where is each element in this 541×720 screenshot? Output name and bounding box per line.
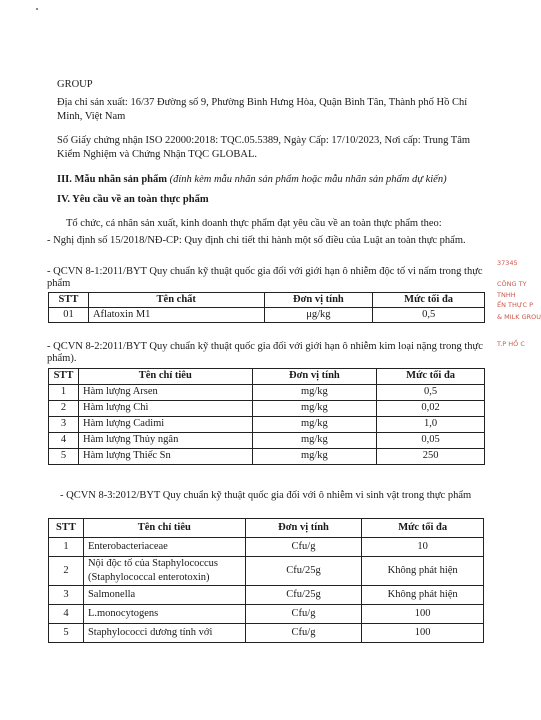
cell-stt: 5 <box>49 624 84 643</box>
iso-certificate: Số Giấy chứng nhận ISO 22000:2018: TQC.05.5389, Ngày Cấp: 17/10/2023, Nơi cấp: Trung Tâm Kiểm Nghiệm và Chứng Nhận TQC GLOBAL. <box>57 135 471 161</box>
cell-unit: Cfu/g <box>245 605 362 624</box>
section3-heading: III. Mẫu nhãn sản phẩm <box>57 174 168 185</box>
cell-stt: 4 <box>49 605 84 624</box>
table-header-row <box>49 369 485 385</box>
column-header: Tên chỉ tiêu <box>83 519 245 538</box>
stamp-text: T.P HỒ C <box>497 340 525 348</box>
column-header: Tên chất <box>88 293 264 308</box>
column-header: Đơn vị tính <box>264 293 373 308</box>
cell-unit: mg/kg <box>252 401 377 417</box>
table-row <box>49 538 484 557</box>
cell-stt: 3 <box>49 586 84 605</box>
cell-unit: Cfu/g <box>245 624 362 643</box>
cell-name: Hàm lượng Thủy ngân <box>78 433 252 449</box>
cell-name: L.monocytogens <box>83 605 245 624</box>
column-header: Mức tối đa <box>373 293 485 308</box>
cell-name: Salmonella <box>83 586 245 605</box>
table-row <box>49 557 484 586</box>
column-header: Mức tối đa <box>377 369 485 385</box>
regulation-qcvn-8-1: - QCVN 8-1:2011/BYT Quy chuẩn kỹ thuật quốc gia đối với giới hạn ô nhiễm độc tố vi nấm trong thực phẩm <box>47 266 483 289</box>
cell-stt: 3 <box>49 417 79 433</box>
mycotoxin-limits-table <box>48 292 485 323</box>
table-row <box>49 449 485 465</box>
column-header: STT <box>49 369 79 385</box>
cell-name: Aflatoxin M1 <box>88 308 264 323</box>
cell-name: Hàm lượng Arsen <box>78 385 252 401</box>
cell-limit: 1,0 <box>377 417 485 433</box>
heavy-metal-limits-table <box>48 368 485 465</box>
microbial-limits-table <box>48 518 484 643</box>
scan-speck <box>36 8 38 10</box>
regulation-decree-15: - Nghị định số 15/2018/NĐ-CP: Quy định chi tiết thi hành một số điều của Luật an toàn thực phẩm. <box>47 235 466 246</box>
cell-stt: 2 <box>49 401 79 417</box>
cell-unit: mg/kg <box>252 449 377 465</box>
cell-name: Hàm lượng Cadimi <box>78 417 252 433</box>
cell-limit: 10 <box>362 538 484 557</box>
cell-limit: 0,05 <box>377 433 485 449</box>
section3-line <box>57 173 487 187</box>
column-header: STT <box>49 293 89 308</box>
cell-limit: 0,5 <box>373 308 485 323</box>
stamp-text: 37345 <box>497 259 518 267</box>
cell-name: Hàm lượng Chì <box>78 401 252 417</box>
column-header: Đơn vị tính <box>252 369 377 385</box>
cell-unit: Cfu/25g <box>245 557 362 586</box>
cell-name: Enterobacteriaceae <box>83 538 245 557</box>
cell-limit: 250 <box>377 449 485 465</box>
table-row <box>49 624 484 643</box>
production-address: Địa chỉ sản xuất: 16/37 Đường số 9, Phường Bình Hưng Hòa, Quận Bình Tân, Thành phố Hồ Chí Minh, Việt Nam <box>57 97 468 123</box>
table-header-row <box>49 293 485 308</box>
cell-unit: μg/kg <box>264 308 373 323</box>
cell-limit: 0,5 <box>377 385 485 401</box>
table-row <box>49 308 485 323</box>
table-row <box>49 417 485 433</box>
table-row <box>49 401 485 417</box>
section3-note: (đính kèm mẫu nhãn sản phẩm hoặc mẫu nhãn sản phẩm dự kiến) <box>169 174 447 185</box>
cell-limit: Không phát hiện <box>362 557 484 586</box>
table-row <box>49 433 485 449</box>
cell-unit: Cfu/g <box>245 538 362 557</box>
cell-stt: 1 <box>49 538 84 557</box>
column-header: STT <box>49 519 84 538</box>
cell-unit: mg/kg <box>252 417 377 433</box>
table-row <box>49 586 484 605</box>
cell-limit: Không phát hiện <box>362 586 484 605</box>
column-header: Tên chỉ tiêu <box>78 369 252 385</box>
table-row <box>49 385 485 401</box>
cell-limit: 100 <box>362 624 484 643</box>
cell-stt: 01 <box>49 308 89 323</box>
cell-unit: mg/kg <box>252 385 377 401</box>
regulation-qcvn-8-2: - QCVN 8-2:2011/BYT Quy chuẩn kỹ thuật quốc gia đối với giới hạn ô nhiễm kim loại nặng trong thực phẩm). <box>47 341 483 364</box>
cell-name: Nội độc tố của Staphylococcus (Staphylococcal enterotoxin) <box>83 557 245 586</box>
column-header: Đơn vị tính <box>245 519 362 538</box>
cell-stt: 2 <box>49 557 84 586</box>
regulation-qcvn-8-3: - QCVN 8-3:2012/BYT Quy chuẩn kỹ thuật quốc gia đối với ô nhiễm vi sinh vật trong thực phẩm <box>60 490 472 501</box>
cell-unit: Cfu/25g <box>245 586 362 605</box>
company-name-tail: GROUP <box>57 79 93 90</box>
stamp-text: ẾN THỰC P <box>497 301 533 309</box>
table-row <box>49 605 484 624</box>
stamp-text: CÔNG TY <box>497 280 527 288</box>
cell-limit: 100 <box>362 605 484 624</box>
cell-unit: mg/kg <box>252 433 377 449</box>
cell-limit: 0,02 <box>377 401 485 417</box>
cell-stt: 1 <box>49 385 79 401</box>
cell-name: Hàm lượng Thiếc Sn <box>78 449 252 465</box>
section4-intro: Tổ chức, cá nhân sản xuất, kinh doanh thực phẩm đạt yêu cầu về an toàn thực phẩm theo: <box>66 218 442 229</box>
stamp-text: TNHH <box>497 291 516 299</box>
stamp-text: & MILK GROU <box>497 313 541 321</box>
cell-stt: 4 <box>49 433 79 449</box>
cell-stt: 5 <box>49 449 79 465</box>
section4-heading: IV. Yêu cầu về an toàn thực phẩm <box>57 194 209 205</box>
table-header-row <box>49 519 484 538</box>
cell-name: Staphylococci dương tính với <box>83 624 245 643</box>
column-header: Mức tối đa <box>362 519 484 538</box>
